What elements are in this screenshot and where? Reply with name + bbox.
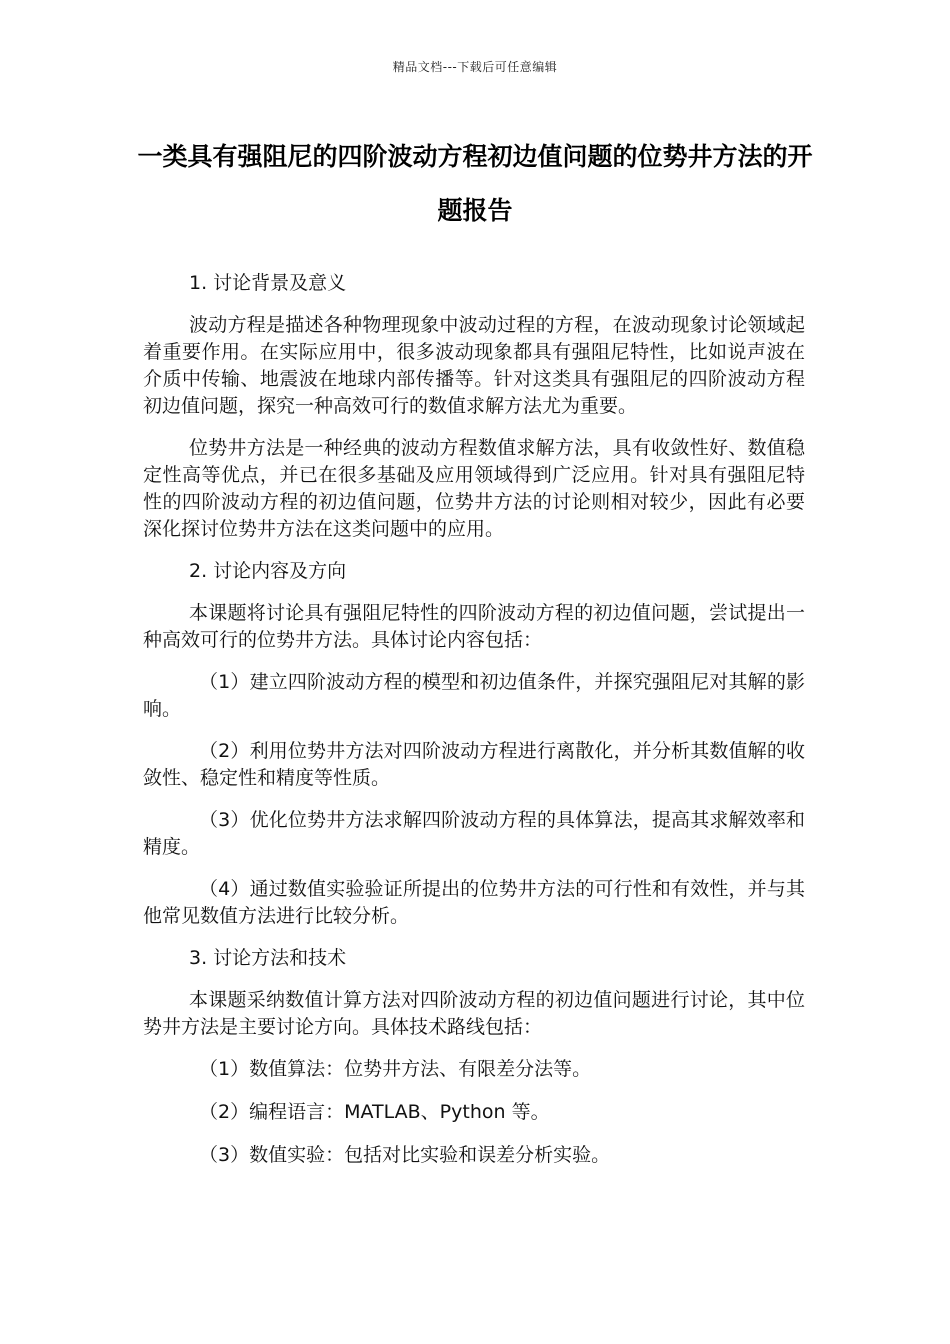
list-item: （2）编程语言：MATLAB、Python 等。 [199, 1101, 550, 1123]
body-paragraph: 位势井方法是一种经典的波动方程数值求解方法，具有收敛性好、数值稳定性高等优点，并已在很多基础及应用领域得到广泛应用。针对具有强阻尼特性的四阶波动方程的初边值问题，位势井方法的讨论则相对较少，因此有必要深化探讨位势井方法在这类问题中的应用。 [143, 437, 805, 540]
list-item: （3）数值实验：包括对比实验和误差分析实验。 [199, 1144, 611, 1166]
list-item: （1）数值算法：位势井方法、有限差分法等。 [199, 1058, 592, 1080]
section-heading: 1. 讨论背景及意义 [189, 272, 347, 294]
document-body [143, 270, 805, 1185]
section-heading: 2. 讨论内容及方向 [189, 560, 347, 582]
list-item: （1）建立四阶波动方程的模型和初边值条件，并探究强阻尼对其解的影响。 [143, 671, 805, 720]
body-paragraph: 本课题将讨论具有强阻尼特性的四阶波动方程的初边值问题，尝试提出一种高效可行的位势井方法。具体讨论内容包括： [143, 602, 805, 651]
body-paragraph: 波动方程是描述各种物理现象中波动过程的方程，在波动现象讨论领域起着重要作用。在实际应用中，很多波动现象都具有强阻尼特性，比如说声波在介质中传输、地震波在地球内部传播等。针对这类具有强阻尼的四阶波动方程初边值问题，探究一种高效可行的数值求解方法尤为重要。 [143, 314, 805, 417]
list-item: （3）优化位势井方法求解四阶波动方程的具体算法，提高其求解效率和精度。 [143, 809, 805, 858]
list-item: （2）利用位势井方法对四阶波动方程进行离散化，并分析其数值解的收敛性、稳定性和精度等性质。 [143, 740, 805, 789]
list-item: （4）通过数值实验验证所提出的位势井方法的可行性和有效性，并与其他常见数值方法进行比较分析。 [143, 878, 805, 927]
document-title: 一类具有强阻尼的四阶波动方程初边值问题的位势井方法的开题报告 [137, 142, 813, 225]
section-heading: 3. 讨论方法和技术 [189, 947, 347, 969]
page-header: 精品文档---下载后可任意编辑 [392, 60, 558, 74]
body-paragraph: 本课题采纳数值计算方法对四阶波动方程的初边值问题进行讨论，其中位势井方法是主要讨论方向。具体技术路线包括： [143, 989, 805, 1038]
